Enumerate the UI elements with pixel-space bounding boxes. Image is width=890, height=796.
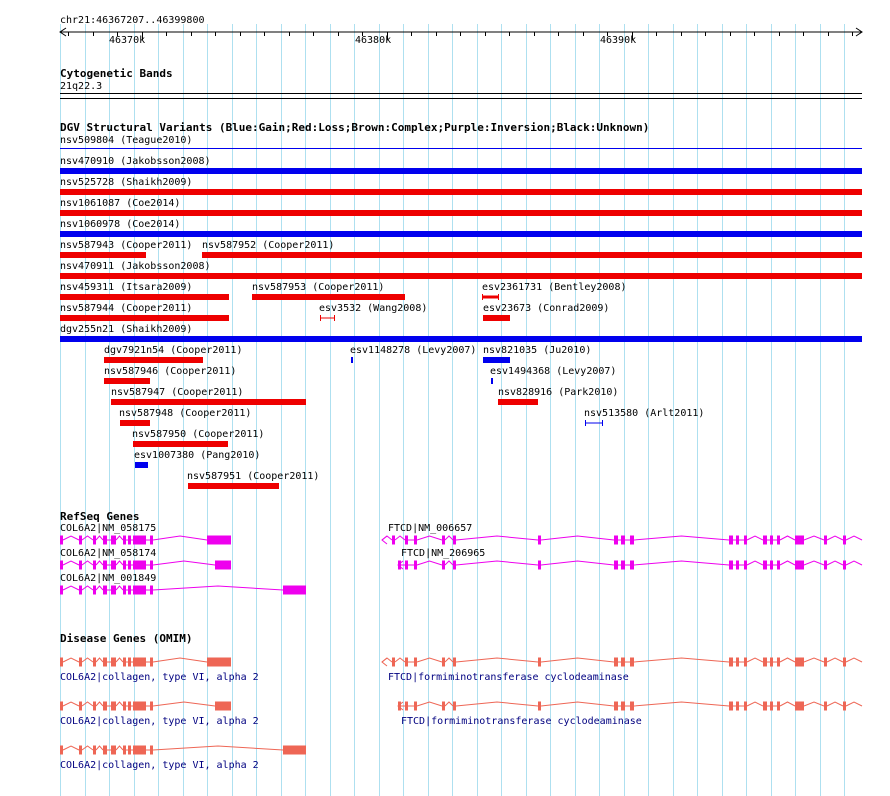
strand-arrow [382,536,387,544]
exon-block [60,746,63,755]
gene-model [382,536,862,545]
exon-block [133,658,146,667]
exon-block [128,702,131,711]
exon-block [729,561,733,570]
dgv-variant-label[interactable]: nsv509804 (Teague2010) [60,135,193,146]
dgv-variant-label[interactable]: nsv587952 (Cooper2011) [202,240,335,251]
exon-block [123,561,126,570]
dgv-variant-label[interactable]: nsv587947 (Cooper2011) [111,387,244,398]
exon-block [442,561,445,570]
dgv-variant-label[interactable]: nsv470911 (Jakobsson2008) [60,261,211,272]
exon-block [414,702,417,711]
exon-block [60,536,63,545]
exon-block [405,536,408,545]
exon-block [414,658,417,667]
dgv-variant-label[interactable]: esv2361731 (Bentley2008) [482,282,627,293]
exon-block [843,702,846,711]
exon-block [744,702,747,711]
strand-arrow [382,658,387,666]
exon-block [770,658,773,667]
exon-block [763,702,767,711]
exon-block [824,702,827,711]
exon-block [736,561,739,570]
dgv-variant-label[interactable]: nsv459311 (Itsara2009) [60,282,193,293]
exon-block [111,561,116,570]
exon-block [770,702,773,711]
exon-block [763,658,767,667]
exon-block [133,536,146,545]
exon-block [405,702,408,711]
dgv-variant-label[interactable]: nsv1060978 (Coe2014) [60,219,181,230]
exon-block [538,536,541,545]
refseq-label-nm-058174[interactable]: COL6A2|NM_058174 [60,548,157,559]
dgv-variant-label[interactable]: esv1494368 (Levy2007) [490,366,617,377]
dgv-variant-label[interactable]: dgv7921n54 (Cooper2011) [104,345,243,356]
dgv-variant-label[interactable]: nsv587943 (Cooper2011) [60,240,193,251]
dgv-variant-label[interactable]: nsv587944 (Cooper2011) [60,303,193,314]
exon-block [824,561,827,570]
exon-block [103,702,107,711]
exon-block [111,746,116,755]
dgv-variant-label[interactable]: esv1007380 (Pang2010) [134,450,261,461]
exon-block [744,658,747,667]
dgv-variant-label[interactable]: nsv821035 (Ju2010) [483,345,592,356]
exon-block [79,658,82,667]
omim-track-title[interactable]: Disease Genes (OMIM) [60,632,193,645]
dgv-variant-label[interactable]: esv23673 (Conrad2009) [483,303,610,314]
dgv-variant-label[interactable]: nsv525728 (Shaikh2009) [60,177,193,188]
locus-label: chr21:46367207..46399800 [60,15,205,26]
exon-block [93,702,96,711]
exon-block [405,658,408,667]
exon-block [795,561,804,570]
exon-block [614,702,618,711]
exon-block [79,536,82,545]
exon-block [150,746,153,755]
exon-block [103,658,107,667]
exon-block [770,561,773,570]
omim-label-ftcd-1[interactable]: FTCD|formiminotransferase cyclodeaminase [388,672,629,683]
exon-block [93,536,96,545]
exon-block [111,702,116,711]
dgv-variant-label[interactable]: nsv587950 (Cooper2011) [132,429,265,440]
exon-block [777,536,780,545]
ruler-tick-46390k: 46390k [600,35,637,46]
exon-block [538,702,541,711]
exon-block [150,586,153,595]
exon-block [538,658,541,667]
exon-block [843,561,846,570]
gene-model [60,561,231,570]
exon-block [128,536,131,545]
exon-block [770,536,773,545]
exon-block [453,536,456,545]
refseq-label-nm-001849[interactable]: COL6A2|NM_001849 [60,573,157,584]
exon-block [744,561,747,570]
gene-model [60,586,306,595]
exon-block [60,561,63,570]
exon-block [103,561,107,570]
exon-block [630,702,634,711]
exon-block [729,536,733,545]
dgv-variant-label[interactable]: nsv1061087 (Coe2014) [60,198,181,209]
exon-block [133,586,146,595]
exon-block [128,561,131,570]
exon-block [103,536,107,545]
exon-block [614,561,618,570]
exon-block [103,586,107,595]
exon-block [777,561,780,570]
exon-block [795,536,804,545]
exon-block [133,746,146,755]
exon-block [538,561,541,570]
exon-block [442,658,445,667]
exon-block [150,536,153,545]
exon-block [79,561,82,570]
exon-block [111,586,116,595]
exon-block [843,658,846,667]
exon-block [215,561,231,570]
exon-block [442,536,445,545]
exon-block [405,561,408,570]
exon-block [614,658,618,667]
exon-block [777,702,780,711]
exon-block [79,586,82,595]
exon-block [93,561,96,570]
exon-block [763,561,767,570]
exon-block [93,586,96,595]
exon-block [93,658,96,667]
omim-label-col6a2-2[interactable]: COL6A2|collagen, type VI, alpha 2 [60,716,259,727]
exon-block [150,561,153,570]
exon-block [93,746,96,755]
gene-model [60,702,231,711]
exon-block [414,561,417,570]
refseq-label-nm-006657[interactable]: FTCD|NM_006657 [388,523,473,534]
exon-block [103,746,107,755]
exon-block [614,536,618,545]
dgv-variant-label[interactable]: nsv587946 (Cooper2011) [104,366,237,377]
exon-block [442,702,445,711]
exon-block [128,658,131,667]
exon-block [283,746,306,755]
exon-block [123,658,126,667]
intron-line [60,746,306,750]
gene-model [60,658,231,667]
ruler-tick-46380k: 46380k [355,35,392,46]
omim-label-ftcd-2[interactable]: FTCD|formiminotransferase cyclodeaminase [401,716,642,727]
exon-block [123,746,126,755]
exon-block [736,702,739,711]
exon-block [128,746,131,755]
dgv-variant-label[interactable]: esv1148278 (Levy2007) [350,345,477,356]
exon-block [744,536,747,545]
gene-model [60,746,306,755]
exon-block [453,658,456,667]
exon-block [453,702,456,711]
dgv-variant-label[interactable]: nsv828916 (Park2010) [498,387,619,398]
exon-block [79,702,82,711]
exon-block [283,586,306,595]
exon-block [630,561,634,570]
refseq-label-nm-206965[interactable]: FTCD|NM_206965 [401,548,486,559]
exon-block [133,561,146,570]
dgv-variant-label[interactable]: nsv587953 (Cooper2011) [252,282,385,293]
exon-block [736,536,739,545]
dgv-variant-label[interactable]: nsv470910 (Jakobsson2008) [60,156,211,167]
gene-model [60,536,231,545]
exon-block [123,536,126,545]
exon-block [630,658,634,667]
exon-block [453,561,456,570]
dgv-variant-label[interactable]: nsv513580 (Arlt2011) [584,408,705,419]
exon-block [215,702,231,711]
exon-block [392,658,395,667]
exon-block [630,536,634,545]
exon-block [111,658,116,667]
exon-block [621,561,625,570]
gene-model [398,561,862,570]
exon-block [795,702,804,711]
exon-block [392,536,395,545]
ruler-tick-46370k: 46370k [109,35,146,46]
exon-block [60,586,63,595]
exon-block [128,586,131,595]
exon-block [60,658,63,667]
gene-model [382,658,862,667]
exon-block [60,702,63,711]
exon-block [207,536,231,545]
intron-line [60,586,306,590]
refseq-label-nm-058175[interactable]: COL6A2|NM_058175 [60,523,157,534]
exon-block [123,702,126,711]
omim-label-col6a2-3[interactable]: COL6A2|collagen, type VI, alpha 2 [60,760,259,771]
exon-block [133,702,146,711]
dgv-variant-label[interactable]: nsv587951 (Cooper2011) [187,471,320,482]
exon-block [824,536,827,545]
refseq-track-title[interactable]: RefSeq Genes [60,510,140,523]
dgv-variant-label[interactable]: nsv587948 (Cooper2011) [119,408,252,419]
exon-block [621,536,625,545]
dgv-track-title[interactable]: DGV Structural Variants (Blue:Gain;Red:Loss;Brown:Complex;Purple:Inversion;Black:Unknown) [60,121,650,134]
exon-block [111,536,116,545]
dgv-variant-label[interactable]: esv3532 (Wang2008) [319,303,428,314]
exon-block [824,658,827,667]
exon-block [777,658,780,667]
exon-block [79,746,82,755]
exon-block [123,586,126,595]
exon-block [729,658,733,667]
exon-block [150,658,153,667]
exon-block [621,702,625,711]
exon-block [207,658,231,667]
exon-block [763,536,767,545]
exon-block [621,658,625,667]
cytoband-label: 21q22.3 [60,81,103,92]
exon-block [150,702,153,711]
cytoband-track-title[interactable]: Cytogenetic Bands [60,67,173,80]
dgv-variant-label[interactable]: dgv255n21 (Shaikh2009) [60,324,193,335]
exon-block [729,702,733,711]
exon-block [736,658,739,667]
exon-block [795,658,804,667]
exon-block [843,536,846,545]
omim-label-col6a2-1[interactable]: COL6A2|collagen, type VI, alpha 2 [60,672,259,683]
exon-block [414,536,417,545]
gene-model [398,702,862,711]
